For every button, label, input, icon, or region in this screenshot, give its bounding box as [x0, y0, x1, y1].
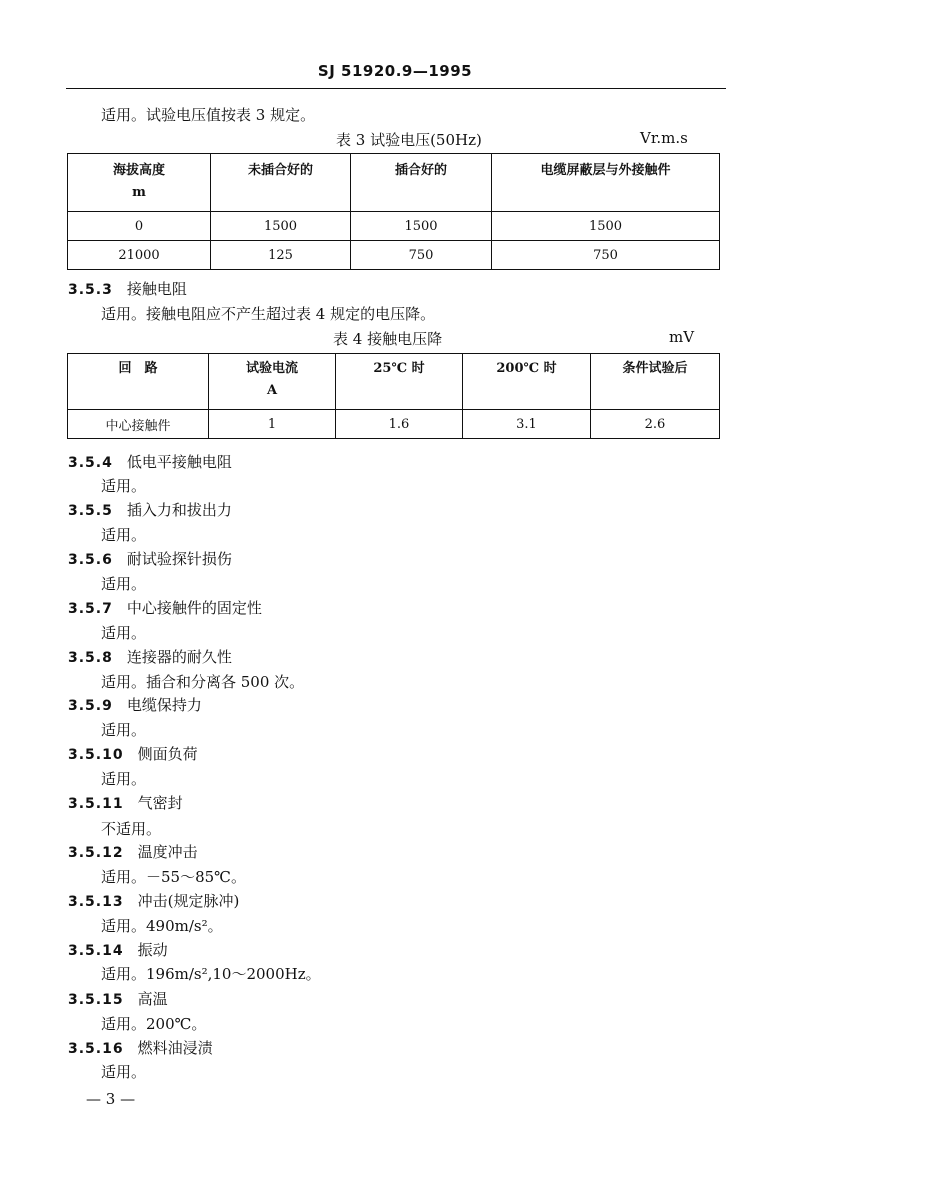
section-number: 3.5.12: [68, 845, 124, 861]
document-code-header: SJ 51920.9—1995: [317, 62, 473, 80]
table3-cell: 1500: [492, 212, 720, 241]
section-heading: [68, 939, 168, 960]
section-number: 3.5.13: [68, 894, 124, 910]
section-heading: [68, 597, 262, 618]
section-title: 侧面负荷: [137, 745, 198, 763]
table4: [67, 353, 720, 439]
section-body: 适用。－55～85℃。: [101, 868, 246, 886]
section-title: 中心接触件的固定性: [126, 599, 262, 617]
section-heading: [68, 988, 168, 1009]
section-heading: [68, 1037, 213, 1058]
section-number: 3.5.9: [68, 698, 113, 714]
page-number: — 3 —: [86, 1090, 136, 1108]
table4-header-cell: 25℃ 时: [336, 354, 463, 410]
section-heading: [68, 548, 232, 569]
table-row: [68, 241, 720, 270]
section-heading: [68, 499, 232, 520]
table3-cell: 125: [211, 241, 351, 270]
section-body: 适用。: [101, 770, 147, 788]
section-title: 燃料油浸渍: [137, 1039, 213, 1057]
section-number: 3.5.11: [68, 796, 124, 812]
table3-header-row: [68, 154, 720, 212]
table3-cell: 1500: [351, 212, 492, 241]
section-title: 接触电阻: [126, 280, 187, 298]
section-body: 适用。490m/s²。: [101, 917, 223, 935]
table4-cell: 1: [209, 410, 336, 439]
section-title: 插入力和拔出力: [126, 501, 232, 519]
table3-header-cell: 海拔高度 m: [68, 154, 211, 212]
table3-caption: 表 3 试验电压(50Hz): [336, 131, 482, 149]
section-body: 适用。: [101, 575, 147, 593]
table4-header-row: [68, 354, 720, 410]
table3-header-cell: 电缆屏蔽层与外接触件: [492, 154, 720, 212]
section-heading: [68, 646, 232, 667]
section-title: 连接器的耐久性: [126, 648, 232, 666]
section-number: 3.5.3: [68, 282, 113, 298]
section-number: 3.5.15: [68, 992, 124, 1008]
section-body: 适用。: [101, 721, 147, 739]
section-heading: [68, 792, 183, 813]
table4-cell: 中心接触件: [68, 410, 209, 439]
table4-unit: mV: [669, 328, 695, 346]
section-number: 3.5.5: [68, 503, 113, 519]
section-body: 适用。插合和分离各 500 次。: [101, 673, 305, 691]
section-number: 3.5.10: [68, 747, 124, 763]
section-title: 温度冲击: [137, 843, 198, 861]
table4-cell: 3.1: [463, 410, 591, 439]
intro-text: 适用。试验电压值按表 3 规定。: [101, 106, 316, 124]
section-title: 振动: [137, 941, 168, 959]
table3-header-cell: 插合好的: [351, 154, 492, 212]
table4-header-cell: 试验电流 A: [209, 354, 336, 410]
table4-header-cell: 200℃ 时: [463, 354, 591, 410]
section-heading: [68, 743, 198, 764]
section-body: 适用。: [101, 1063, 147, 1081]
section-number: 3.5.7: [68, 601, 113, 617]
section-number: 3.5.4: [68, 455, 113, 471]
section-heading: [68, 841, 198, 862]
section-title: 低电平接触电阻: [126, 453, 232, 471]
section-heading: [68, 278, 187, 299]
section-title: 耐试验探针损伤: [126, 550, 232, 568]
table3-cell: 1500: [211, 212, 351, 241]
table3-cell: 750: [492, 241, 720, 270]
table4-header-cell: 条件试验后: [591, 354, 720, 410]
table3-unit: Vr.m.s: [640, 129, 688, 147]
section-heading: [68, 451, 232, 472]
section-number: 3.5.8: [68, 650, 113, 666]
section-title: 气密封: [137, 794, 183, 812]
section-heading: [68, 890, 239, 911]
section-number: 3.5.6: [68, 552, 113, 568]
table-row: [68, 212, 720, 241]
header-rule: [66, 88, 726, 89]
table4-cell: 2.6: [591, 410, 720, 439]
table3: [67, 153, 720, 270]
table4-caption: 表 4 接触电压降: [333, 330, 443, 348]
table3-cell: 0: [68, 212, 211, 241]
section-number: 3.5.14: [68, 943, 124, 959]
section-title: 电缆保持力: [126, 696, 202, 714]
section-body: 不适用。: [101, 820, 162, 838]
table-row: [68, 410, 720, 439]
section-heading: [68, 694, 202, 715]
section-title: 冲击(规定脉冲): [137, 892, 240, 910]
table3-cell: 21000: [68, 241, 211, 270]
table4-header-cell: 回 路: [68, 354, 209, 410]
section-body: 适用。: [101, 477, 147, 495]
section-body: 适用。200℃。: [101, 1015, 207, 1033]
section-title: 高温: [137, 990, 168, 1008]
table3-cell: 750: [351, 241, 492, 270]
section-number: 3.5.16: [68, 1041, 124, 1057]
section-body: 适用。接触电阻应不产生超过表 4 规定的电压降。: [101, 305, 436, 323]
section-body: 适用。: [101, 624, 147, 642]
section-body: 适用。: [101, 526, 147, 544]
section-body: 适用。196m/s²,10～2000Hz。: [101, 965, 321, 983]
table4-cell: 1.6: [336, 410, 463, 439]
table3-header-cell: 未插合好的: [211, 154, 351, 212]
